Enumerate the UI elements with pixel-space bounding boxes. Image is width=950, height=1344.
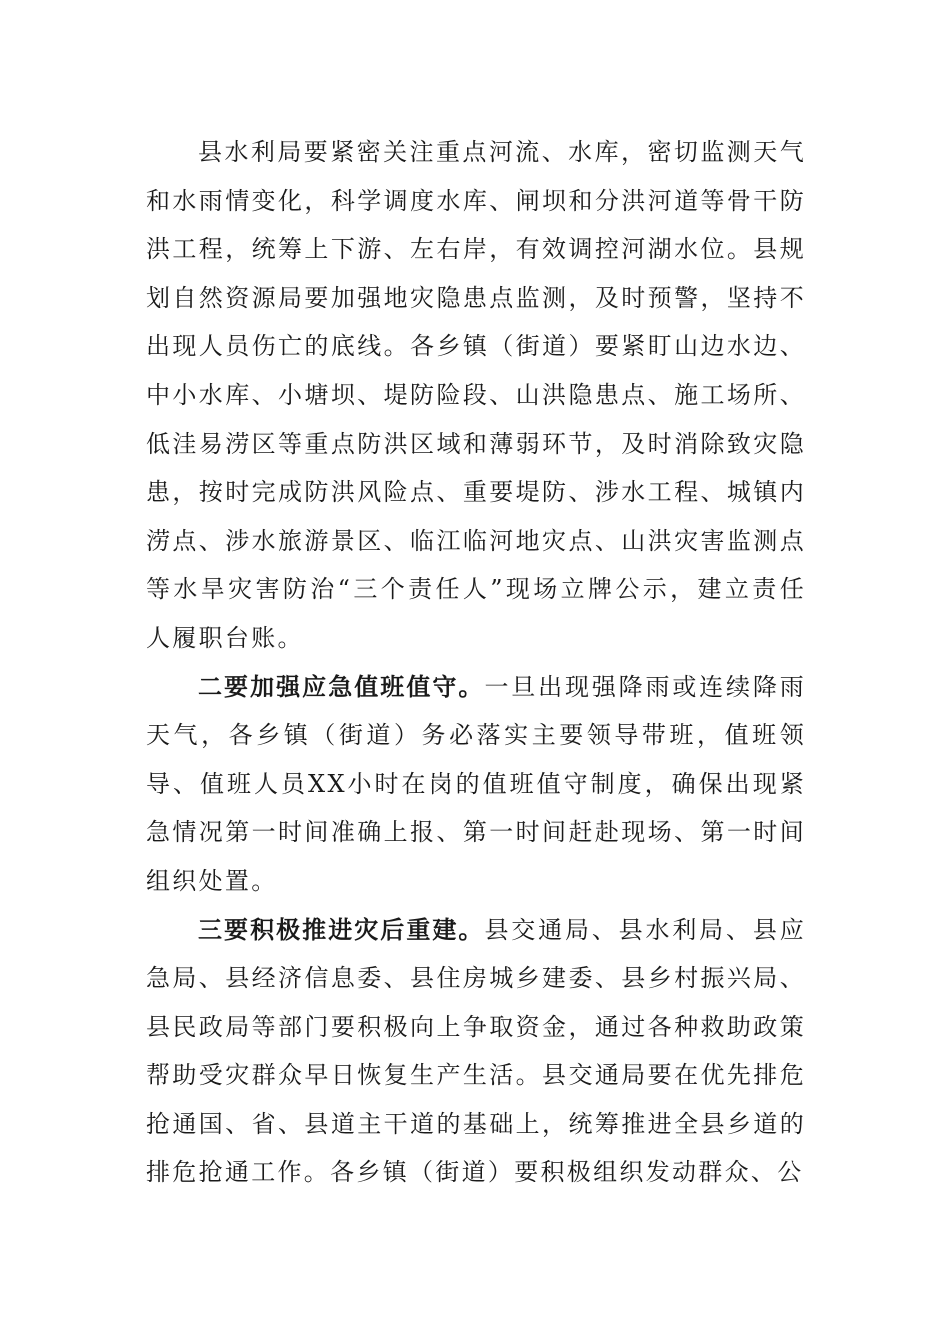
paragraph-2-text: 一旦出现强降雨或连续降雨天气，各乡镇（街道）务必落实主要领导带班，值班领导、值班人员XX小时在岗的值班值守制度，确保出现紧急情况第一时间准确上报、第一时间赶赴现场、第一时间组织处置。 (146, 672, 806, 895)
paragraph-1 (146, 128, 806, 663)
paragraph-2-lead: 二要加强应急值班值守。 (198, 672, 485, 701)
paragraph-3 (146, 906, 806, 1198)
paragraph-3-text: 县交通局、县水利局、县应急局、县经济信息委、县住房城乡建委、县乡村振兴局、县民政局等部门要积极向上争取资金，通过各种救助政策帮助受灾群众早日恢复生产生活。县交通局要在优先排危抢通国、省、县道主干道的基础上，统筹推进全县乡道的排危抢通工作。各乡镇（街道）要积极组织发动群众、公 (146, 915, 806, 1187)
paragraph-2 (146, 663, 806, 906)
paragraph-3-lead: 三要积极推进灾后重建。 (198, 915, 485, 944)
document-body (146, 128, 806, 1197)
paragraph-1-text: 县水利局要紧密关注重点河流、水库，密切监测天气和水雨情变化，科学调度水库、闸坝和分洪河道等骨干防洪工程，统筹上下游、左右岸，有效调控河湖水位。县规划自然资源局要加强地灾隐患点监测，及时预警，坚持不出现人员伤亡的底线。各乡镇（街道）要紧盯山边水边、中小水库、小塘坝、堤防险段、山洪隐患点、施工场所、低洼易涝区等重点防洪区域和薄弱环节，及时消除致灾隐患，按时完成防洪风险点、重要堤防、涉水工程、城镇内涝点、涉水旅游景区、临江临河地灾点、山洪灾害监测点等水旱灾害防治“三个责任人”现场立牌公示，建立责任人履职台账。 (146, 138, 806, 652)
